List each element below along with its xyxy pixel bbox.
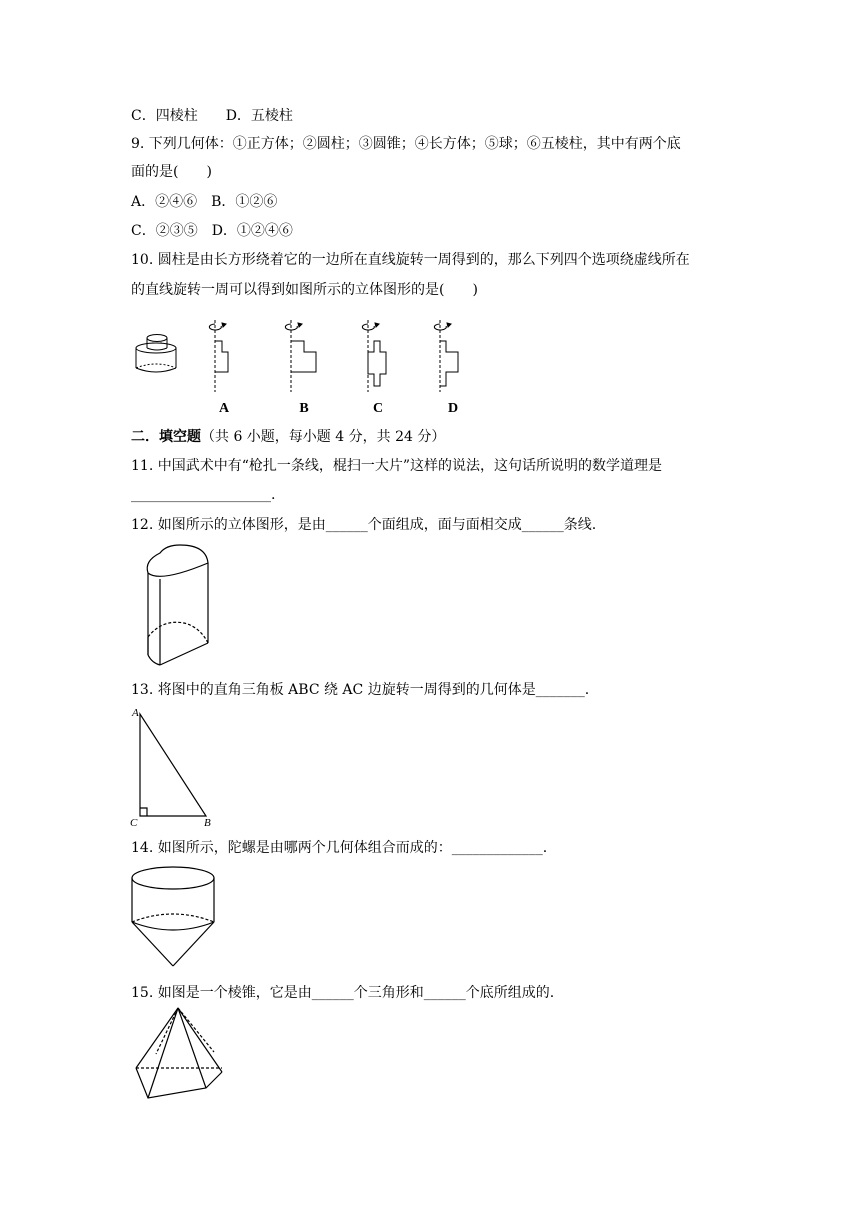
q14-text: 14. 如图所示，陀螺是由哪两个几何体组合而成的：_____________.	[131, 840, 548, 856]
q10-label-a: A	[218, 401, 230, 416]
q15-pyramid-figure	[130, 1004, 230, 1104]
q10-option-a-figure	[209, 320, 228, 392]
q10-label-d: D	[447, 401, 459, 416]
q10-stem-line1: 10. 圆柱是由长方形绕着它的一边所在直线旋转一周得到的，那么下列四个选项绕虚线所在	[131, 252, 690, 268]
q8-options-cd: C．四棱柱 D．五棱柱	[131, 108, 293, 124]
q13-vertex-b: B	[204, 817, 211, 829]
q10-option-d-figure	[434, 320, 458, 392]
q10-label-c: C	[372, 401, 384, 416]
section2-title: 二．填空题	[131, 429, 201, 445]
q10-stem-line2: 的直线旋转一周可以得到如图所示的立体图形的是( )	[131, 282, 478, 298]
q10-option-b-figure	[285, 320, 316, 392]
q13-triangle-figure	[126, 704, 226, 830]
q9-stem-line1: 9. 下列几何体：①正方体；②圆柱；③圆锥；④长方体；⑤球；⑥五棱柱，其中有两个底	[131, 136, 681, 152]
q13-vertex-a: A	[132, 707, 139, 719]
q12-text: 12. 如图所示的立体图形，是由______个面组成，面与面相交成______条线.	[131, 517, 597, 533]
q10-label-b: B	[299, 401, 309, 416]
q10-figure	[128, 316, 468, 418]
q11-line2: ____________________.	[131, 487, 276, 503]
section2-note: （共 6 小题，每小题 4 分，共 24 分）	[201, 429, 446, 445]
q14-spinning-top-figure	[128, 864, 220, 970]
q15-text: 15. 如图是一个棱锥，它是由______个三角形和______个底所组成的.	[131, 985, 555, 1001]
section2-heading	[131, 427, 445, 447]
q13-text: 13. 将图中的直角三角板 ABC 绕 AC 边旋转一周得到的几何体是_______.	[131, 682, 590, 698]
q11-line1: 11. 中国武术中有“枪扎一条线，棍扫一大片”这样的说法，这句话所说明的数学道理是	[131, 458, 663, 474]
q10-reference-solid	[136, 335, 176, 373]
q12-half-cylinder-figure	[140, 543, 220, 673]
q9-stem-line2: 面的是( )	[131, 164, 212, 180]
q9-options-cd: C．②③⑤ D．①②④⑥	[131, 223, 293, 239]
q13-vertex-c: C	[130, 817, 138, 829]
q9-options-ab: A．②④⑥ B．①②⑥	[131, 194, 278, 210]
q10-option-c-figure	[362, 320, 386, 392]
